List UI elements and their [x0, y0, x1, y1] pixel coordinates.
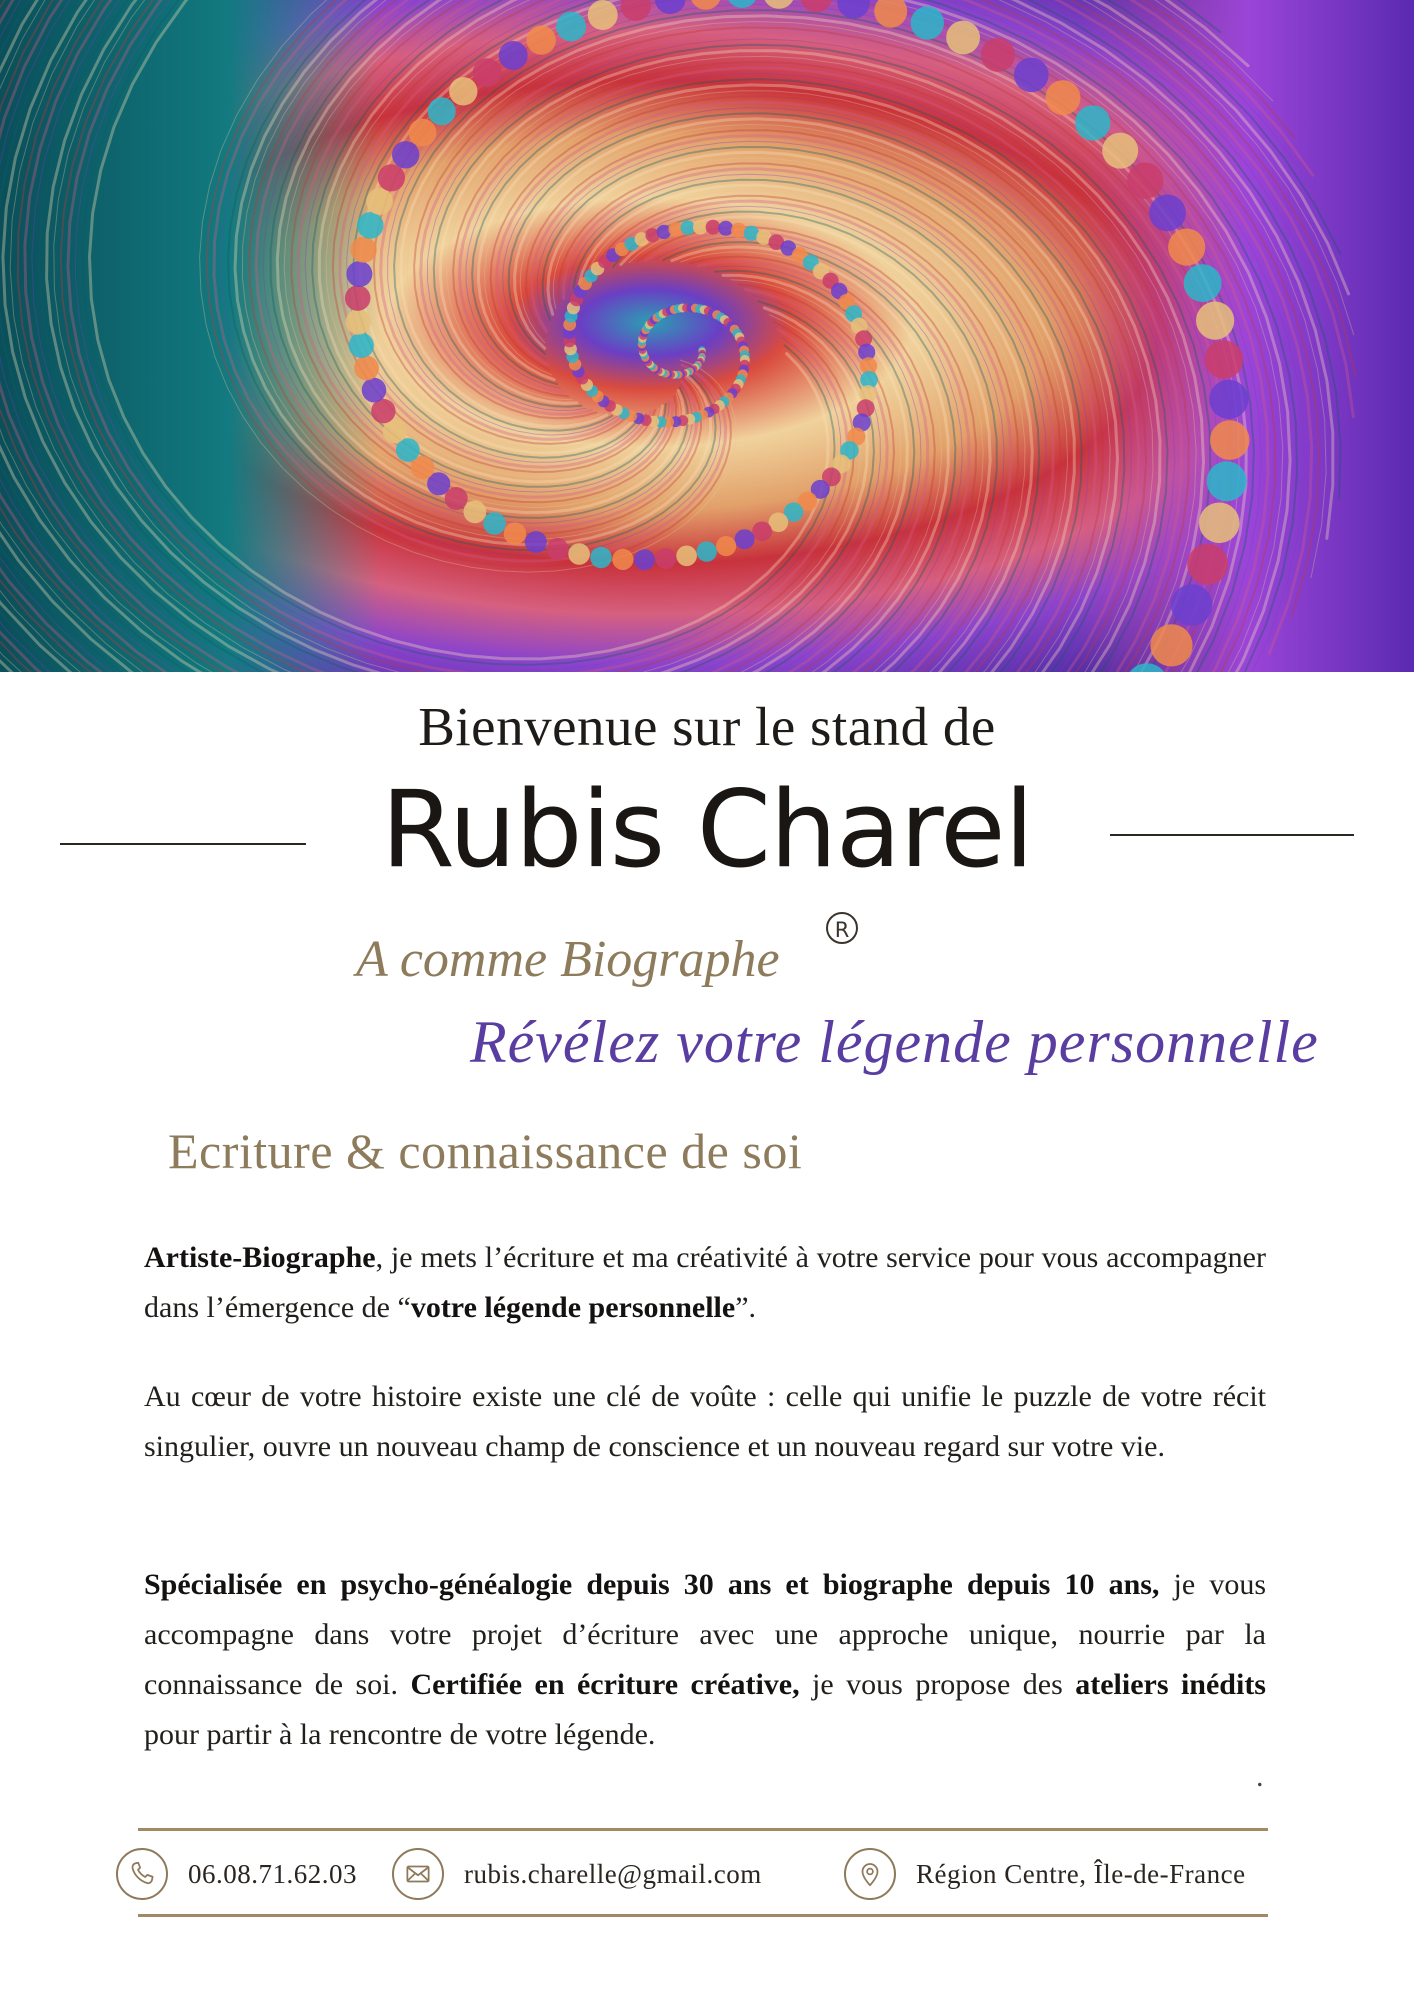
- artist-name: Rubis Charel: [381, 768, 1033, 891]
- stray-dot: .: [1256, 1760, 1264, 1793]
- bold-text: votre légende personnelle: [410, 1291, 736, 1324]
- text: ”.: [735, 1291, 757, 1324]
- text: je vous accompagne dans votre projet d’écriture avec une approche unique, nourrie par la connaissance de soi.: [144, 1568, 1266, 1701]
- phone-icon: [116, 1848, 168, 1900]
- envelope-icon: [392, 1848, 444, 1900]
- footer-rule-bottom: [138, 1914, 1268, 1917]
- text: pour partir à la rencontre de votre légende.: [144, 1718, 656, 1751]
- contact-location: [844, 1846, 1246, 1902]
- bold-text: Spécialisée en psycho-généalogie depuis 30 ans et biographe depuis 10 ans,: [144, 1568, 1160, 1601]
- footer-rule-top: [138, 1828, 1268, 1831]
- intro-paragraph: [144, 1233, 1266, 1333]
- welcome-heading: Bienvenue sur le stand de: [418, 696, 996, 757]
- registered-mark-icon: R: [826, 912, 858, 944]
- text: , je mets l’écriture et ma créativité à votre service pour vous accompagner dans l’émergence de “: [144, 1241, 1266, 1324]
- contact-email[interactable]: [392, 1846, 762, 1902]
- contact-phone[interactable]: [116, 1846, 357, 1902]
- phone-number[interactable]: 06.08.71.62.03: [188, 1858, 357, 1889]
- slogan: Révélez votre légende personnelle: [470, 1009, 1319, 1075]
- location-text: Région Centre, Île-de-France: [916, 1858, 1246, 1889]
- specialty-paragraph: [144, 1560, 1266, 1760]
- email-address[interactable]: rubis.charelle@gmail.com: [464, 1858, 762, 1889]
- subtitle: Ecriture & connaissance de soi: [168, 1123, 803, 1179]
- text: je vous propose des: [799, 1668, 1076, 1701]
- fractal-spiral-banner: [0, 0, 1414, 672]
- bold-text: Artiste-Biographe: [144, 1241, 376, 1274]
- tagline: A comme Biographe: [356, 931, 780, 988]
- story-paragraph: Au cœur de votre histoire existe une clé de voûte : celle qui unifie le puzzle de votre récit singulier, ouvre un nouveau champ de conscience et un nouveau regard sur votre vie.: [144, 1380, 1266, 1463]
- bold-text: Certifiée en écriture créative,: [410, 1668, 800, 1701]
- bold-text: ateliers inédits: [1075, 1668, 1266, 1701]
- location-pin-icon: [844, 1848, 896, 1900]
